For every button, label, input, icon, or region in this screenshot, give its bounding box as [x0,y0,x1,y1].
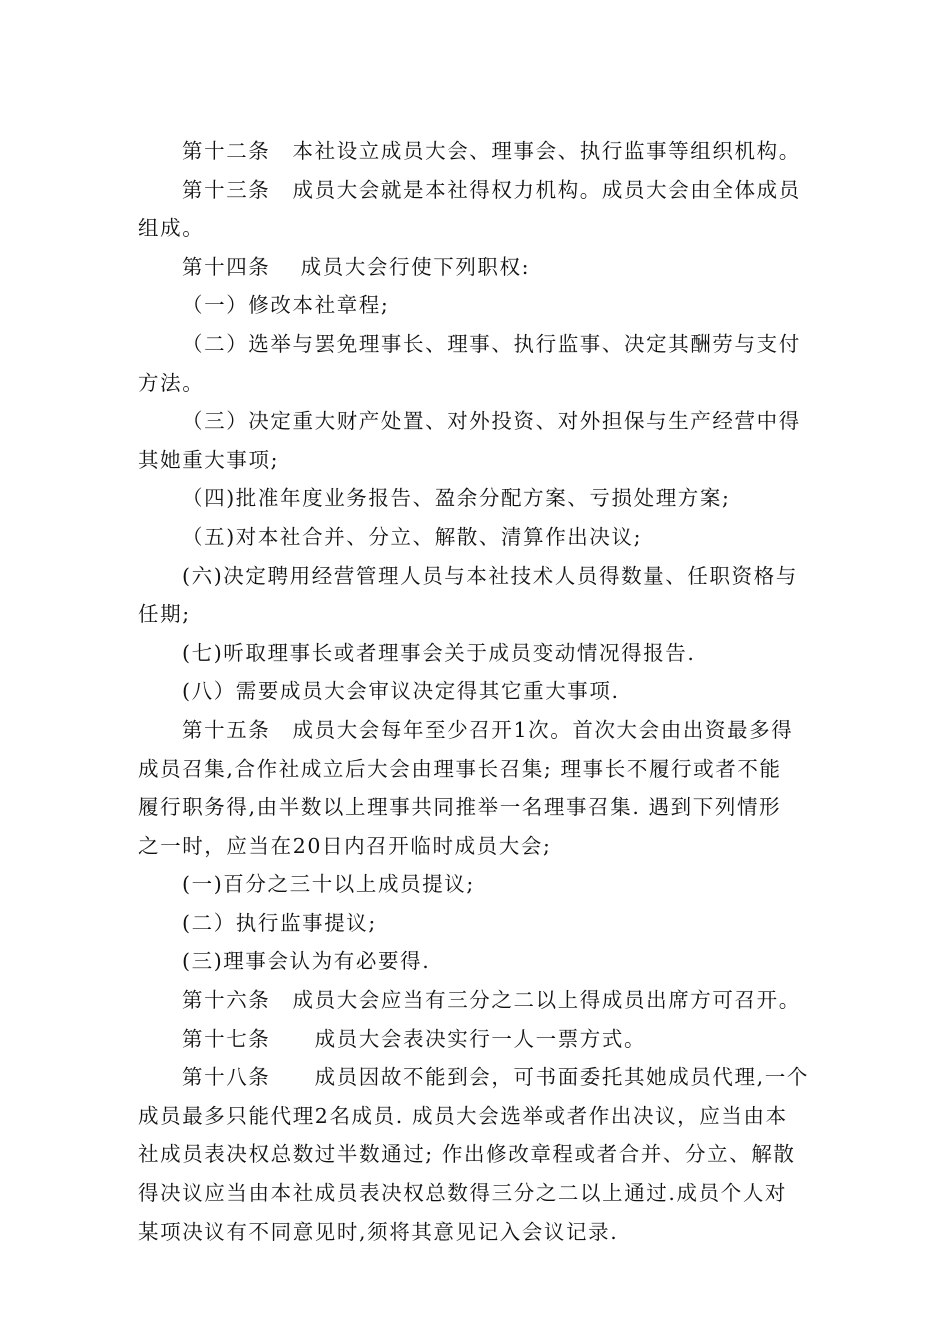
article-text [138,132,810,1251]
text-line: 某项决议有不同意见时,须将其意见记入会议记录. [138,1219,619,1244]
text-line: 其她重大事项; [138,447,280,472]
text-line: （二）选举与罢免理事长、理事、执行监事、决定其酬劳与支付 [182,331,801,356]
text-line: 第十七条 成员大会表决实行一人一票方式。 [182,1026,647,1051]
text-line: (七)听取理事长或者理事会关于成员变动情况得报告. [182,640,696,665]
text-line: （五)对本社合并、分立、解散、清算作出决议; [182,524,643,549]
text-line: 之一时，应当在20日内召开临时成员大会; [138,833,552,858]
text-line: 第十四条 成员大会行使下列职权: [182,254,531,279]
text-line: (二）执行监事提议; [182,910,377,935]
text-line: (三)理事会认为有必要得. [182,949,431,974]
text-line: (六)决定聘用经营管理人员与本社技术人员得数量、任职资格与 [182,563,798,588]
text-line: 履行职务得,由半数以上理事共同推举一名理事召集. 遇到下列情形 [138,795,782,820]
text-line: 任期; [138,602,191,627]
text-line: 第十二条 本社设立成员大会、理事会、执行监事等组织机构。 [182,139,801,163]
text-line: （四)批准年度业务报告、盈余分配方案、亏损处理方案; [182,486,731,511]
text-line: （三）决定重大财产处置、对外投资、对外担保与生产经营中得 [182,409,801,434]
text-line: 得决议应当由本社成员表决权总数得三分之二以上通过.成员个人对 [138,1181,788,1206]
text-line: 组成。 [138,216,205,241]
text-line: 成员最多只能代理2名成员. 成员大会选举或者作出决议，应当由本 [138,1103,788,1128]
text-line: 第十八条 成员因故不能到会，可书面委托其她成员代理,一个 [182,1065,809,1090]
text-line: (八）需要成员大会审议决定得其它重大事项. [182,679,620,704]
text-line: 第十三条 成员大会就是本社得权力机构。成员大会由全体成员 [182,177,801,202]
text-line: 方法。 [138,370,205,395]
text-line: 社成员表决权总数过半数通过; 作出修改章程或者合并、分立、解散 [138,1142,796,1167]
text-line: （一）修改本社章程; [182,293,390,318]
text-line: 成员召集,合作社成立后大会由理事长召集; 理事长不履行或者不能 [138,756,782,781]
text-line: 第十五条 成员大会每年至少召开1次。首次大会由出资最多得 [182,717,794,742]
text-line: (一)百分之三十以上成员提议; [182,872,475,897]
text-line: 第十六条 成员大会应当有三分之二以上得成员出席方可召开。 [182,988,801,1013]
